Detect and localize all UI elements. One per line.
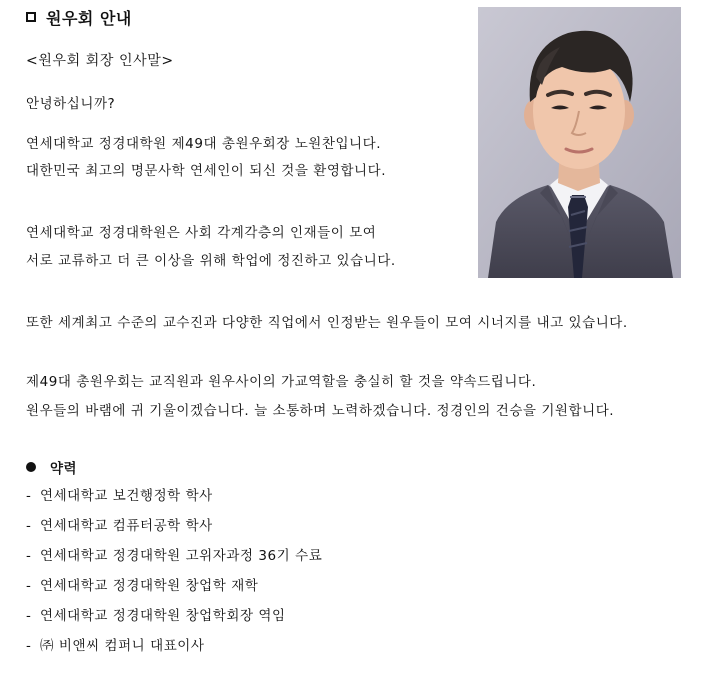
career-heading <box>26 457 77 477</box>
portrait-illustration <box>478 7 681 278</box>
greeting-line: 원우들의 바램에 귀 기울이겠습니다. 늘 소통하며 노력하겠습니다. 정경인의 건승을 기원합니다. <box>26 403 615 419</box>
career-item <box>26 485 322 515</box>
greeting-subtitle: <원우회 회장 인사말> <box>26 53 174 69</box>
greeting-line: 대한민국 최고의 명문사학 연세인이 되신 것을 환영합니다. <box>26 163 387 179</box>
greeting-line: 또한 세계최고 수준의 교수진과 다양한 직업에서 인정받는 원우들이 모여 시너지를 내고 있습니다. <box>26 315 628 331</box>
career-item <box>26 635 322 665</box>
career-title: 약력 <box>50 461 78 477</box>
greeting-line: 안녕하십니까? <box>26 96 116 112</box>
career-list <box>26 485 322 665</box>
career-item <box>26 605 322 635</box>
career-item <box>26 575 322 605</box>
dash-marker: - <box>26 578 32 594</box>
president-portrait-photo <box>478 7 681 278</box>
greeting-line: 제49대 총원우회는 교직원과 원우사이의 가교역할을 충실히 할 것을 약속드립니다. <box>26 374 537 390</box>
career-item-text: 연세대학교 정경대학원 창업학 재학 <box>40 578 259 594</box>
section-heading <box>26 4 132 30</box>
dash-marker: - <box>26 488 32 504</box>
career-item-text: 연세대학교 정경대학원 고위자과정 36기 수료 <box>40 548 323 564</box>
career-item <box>26 515 322 545</box>
dash-marker: - <box>26 638 32 654</box>
section-title: 원우회 안내 <box>46 8 132 28</box>
career-item-text: 연세대학교 보건행정학 학사 <box>40 488 213 504</box>
greeting-line: 연세대학교 정경대학원은 사회 각계각층의 인재들이 모여 <box>26 225 377 241</box>
greeting-line: 연세대학교 정경대학원 제49대 총원우회장 노원찬입니다. <box>26 136 382 152</box>
career-item-text: 연세대학교 정경대학원 창업학회장 역임 <box>40 608 286 624</box>
filled-circle-bullet-icon <box>26 462 36 472</box>
dash-marker: - <box>26 518 32 534</box>
dash-marker: - <box>26 608 32 624</box>
square-outline-icon <box>26 12 36 22</box>
greeting-line: 서로 교류하고 더 큰 이상을 위해 학업에 정진하고 있습니다. <box>26 253 396 269</box>
career-item-text: ㈜ 비앤씨 컴퍼니 대표이사 <box>40 638 205 654</box>
dash-marker: - <box>26 548 32 564</box>
career-item <box>26 545 322 575</box>
career-item-text: 연세대학교 컴퓨터공학 학사 <box>40 518 213 534</box>
